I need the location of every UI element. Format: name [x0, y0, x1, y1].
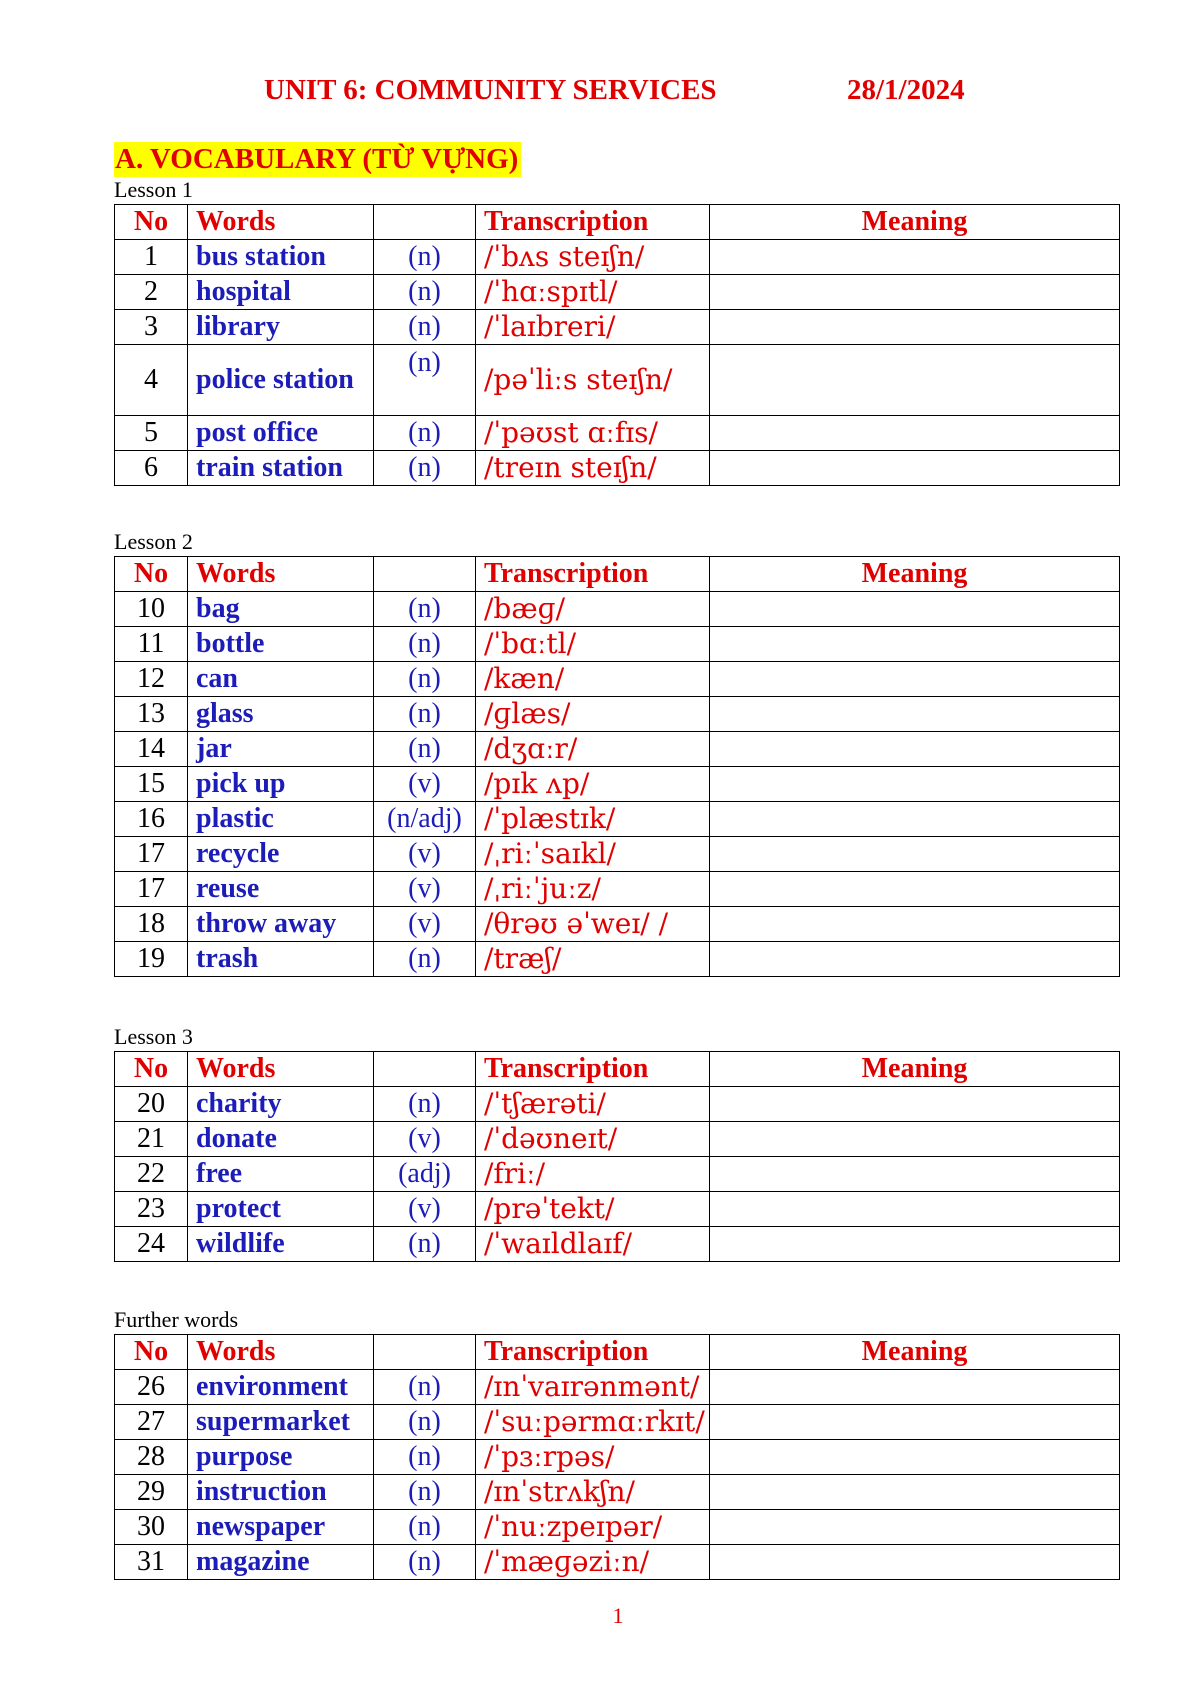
table-row — [115, 767, 1120, 802]
word-number: 15 — [115, 767, 188, 802]
word-number: 23 — [115, 1192, 188, 1227]
part-of-speech: (v) — [374, 1122, 476, 1157]
part-of-speech: (v) — [374, 767, 476, 802]
table-row — [115, 1440, 1120, 1475]
meaning-cell — [710, 345, 1120, 416]
vocab-word: can — [188, 662, 374, 697]
word-number: 4 — [115, 345, 188, 416]
vocab-word: environment — [188, 1370, 374, 1405]
phonetic-transcription: /treɪn steɪʃn/ — [476, 451, 710, 486]
phonetic-transcription: /ˈpəʊst ɑːfɪs/ — [476, 416, 710, 451]
phonetic-transcription: /ˈplæstɪk/ — [476, 802, 710, 837]
table-row — [115, 802, 1120, 837]
meaning-cell — [710, 907, 1120, 942]
table-header-row — [115, 1335, 1120, 1370]
part-of-speech: (adj) — [374, 1157, 476, 1192]
vocab-word: bus station — [188, 240, 374, 275]
word-number: 24 — [115, 1227, 188, 1262]
table-row — [115, 275, 1120, 310]
word-number: 21 — [115, 1122, 188, 1157]
part-of-speech: (n) — [374, 1405, 476, 1440]
part-of-speech: (n) — [374, 732, 476, 767]
meaning-cell — [710, 1510, 1120, 1545]
vocab-word: trash — [188, 942, 374, 977]
vocab-word: reuse — [188, 872, 374, 907]
table-row — [115, 1087, 1120, 1122]
table-row — [115, 416, 1120, 451]
part-of-speech: (n) — [374, 627, 476, 662]
table-row — [115, 592, 1120, 627]
table-row — [115, 451, 1120, 486]
meaning-cell — [710, 942, 1120, 977]
vocab-word: magazine — [188, 1545, 374, 1580]
column-header-pos — [374, 1052, 476, 1087]
vocab-word: bag — [188, 592, 374, 627]
part-of-speech: (n) — [374, 1545, 476, 1580]
vocab-table-lesson-1 — [114, 204, 1120, 486]
meaning-cell — [710, 1440, 1120, 1475]
word-number: 6 — [115, 451, 188, 486]
phonetic-transcription: /ˈdəʊneɪt/ — [476, 1122, 710, 1157]
phonetic-transcription: /ˈtʃærəti/ — [476, 1087, 710, 1122]
phonetic-transcription: /ˈbɑːtl/ — [476, 627, 710, 662]
word-number: 11 — [115, 627, 188, 662]
table-row — [115, 1405, 1120, 1440]
meaning-cell — [710, 1370, 1120, 1405]
column-header-no: No — [115, 1052, 188, 1087]
part-of-speech: (n) — [374, 592, 476, 627]
column-header-pos — [374, 1335, 476, 1370]
column-header-words: Words — [188, 1052, 374, 1087]
part-of-speech: (n) — [374, 942, 476, 977]
meaning-cell — [710, 802, 1120, 837]
table-header-row — [115, 1052, 1120, 1087]
vocab-word: bottle — [188, 627, 374, 662]
vocab-word: purpose — [188, 1440, 374, 1475]
phonetic-transcription: /ˈhɑːspɪtl/ — [476, 275, 710, 310]
word-number: 17 — [115, 872, 188, 907]
table-row — [115, 1475, 1120, 1510]
column-header-no: No — [115, 557, 188, 592]
part-of-speech: (v) — [374, 907, 476, 942]
vocab-word: glass — [188, 697, 374, 732]
table-row — [115, 907, 1120, 942]
table-row — [115, 1157, 1120, 1192]
column-header-words: Words — [188, 1335, 374, 1370]
meaning-cell — [710, 767, 1120, 802]
part-of-speech: (n) — [374, 416, 476, 451]
column-header-pos — [374, 205, 476, 240]
phonetic-transcription: /prəˈtekt/ — [476, 1192, 710, 1227]
column-header-no: No — [115, 1335, 188, 1370]
phonetic-transcription: /ɪnˈvaɪrənmənt/ — [476, 1370, 710, 1405]
word-number: 20 — [115, 1087, 188, 1122]
meaning-cell — [710, 1227, 1120, 1262]
word-number: 27 — [115, 1405, 188, 1440]
table-row — [115, 240, 1120, 275]
document-date: 28/1/2024 — [847, 74, 965, 106]
phonetic-transcription: /ˈlaɪbreri/ — [476, 310, 710, 345]
vocab-table-lesson-3 — [114, 1051, 1120, 1262]
vocab-word: protect — [188, 1192, 374, 1227]
column-header-transcription: Transcription — [476, 557, 710, 592]
meaning-cell — [710, 662, 1120, 697]
vocab-word: donate — [188, 1122, 374, 1157]
vocab-table-further-words — [114, 1334, 1120, 1580]
table-row — [115, 345, 1120, 416]
meaning-cell — [710, 697, 1120, 732]
meaning-cell — [710, 451, 1120, 486]
column-header-transcription: Transcription — [476, 205, 710, 240]
part-of-speech: (n) — [374, 451, 476, 486]
column-header-transcription: Transcription — [476, 1335, 710, 1370]
phonetic-transcription: /ɡlæs/ — [476, 697, 710, 732]
meaning-cell — [710, 872, 1120, 907]
word-number: 3 — [115, 310, 188, 345]
meaning-cell — [710, 1545, 1120, 1580]
vocab-word: wildlife — [188, 1227, 374, 1262]
vocab-word: police station — [188, 345, 374, 416]
part-of-speech: (n) — [374, 275, 476, 310]
phonetic-transcription: /θrəʊ əˈweɪ/ / — [476, 907, 710, 942]
phonetic-transcription: /pəˈliːs steɪʃn/ — [476, 345, 710, 416]
meaning-cell — [710, 592, 1120, 627]
table-header-row — [115, 205, 1120, 240]
vocab-word: pick up — [188, 767, 374, 802]
phonetic-transcription: /ˈpɜːrpəs/ — [476, 1440, 710, 1475]
word-number: 29 — [115, 1475, 188, 1510]
word-number: 2 — [115, 275, 188, 310]
part-of-speech: (n) — [374, 1370, 476, 1405]
phonetic-transcription: /ɪnˈstrʌkʃn/ — [476, 1475, 710, 1510]
phonetic-transcription: /kæn/ — [476, 662, 710, 697]
vocab-word: throw away — [188, 907, 374, 942]
part-of-speech: (n) — [374, 310, 476, 345]
word-number: 14 — [115, 732, 188, 767]
column-header-meaning: Meaning — [710, 205, 1120, 240]
word-number: 17 — [115, 837, 188, 872]
vocab-word: newspaper — [188, 1510, 374, 1545]
table-row — [115, 1370, 1120, 1405]
part-of-speech: (n) — [374, 1440, 476, 1475]
vocab-word: jar — [188, 732, 374, 767]
table-row — [115, 732, 1120, 767]
phonetic-transcription: /ˈwaɪldlaɪf/ — [476, 1227, 710, 1262]
meaning-cell — [710, 310, 1120, 345]
phonetic-transcription: /ˈnuːzpeɪpər/ — [476, 1510, 710, 1545]
column-header-meaning: Meaning — [710, 557, 1120, 592]
column-header-meaning: Meaning — [710, 1052, 1120, 1087]
vocab-word: supermarket — [188, 1405, 374, 1440]
table-row — [115, 872, 1120, 907]
word-number: 5 — [115, 416, 188, 451]
table-row — [115, 1192, 1120, 1227]
lesson-label: Lesson 1 — [114, 177, 193, 202]
part-of-speech: (v) — [374, 1192, 476, 1227]
vocab-word: post office — [188, 416, 374, 451]
vocab-word: free — [188, 1157, 374, 1192]
part-of-speech: (n) — [374, 1227, 476, 1262]
lesson-label: Further words — [114, 1307, 239, 1332]
phonetic-transcription: /friː/ — [476, 1157, 710, 1192]
table-header-row — [115, 557, 1120, 592]
word-number: 26 — [115, 1370, 188, 1405]
vocab-word: plastic — [188, 802, 374, 837]
meaning-cell — [710, 275, 1120, 310]
vocab-word: recycle — [188, 837, 374, 872]
phonetic-transcription: /ˌriːˈjuːz/ — [476, 872, 710, 907]
part-of-speech: (n) — [374, 697, 476, 732]
vocab-word: instruction — [188, 1475, 374, 1510]
part-of-speech: (n) — [374, 1087, 476, 1122]
page-number: 1 — [612, 1603, 624, 1628]
phonetic-transcription: /ˈmæɡəziːn/ — [476, 1545, 710, 1580]
table-row — [115, 1122, 1120, 1157]
column-header-words: Words — [188, 557, 374, 592]
word-number: 19 — [115, 942, 188, 977]
table-row — [115, 1510, 1120, 1545]
word-number: 16 — [115, 802, 188, 837]
meaning-cell — [710, 732, 1120, 767]
table-row — [115, 1227, 1120, 1262]
meaning-cell — [710, 1405, 1120, 1440]
part-of-speech: (n) — [374, 1510, 476, 1545]
vocabulary-section-heading: A. VOCABULARY (TỪ VỰNG) — [114, 142, 521, 177]
lesson-label: Lesson 2 — [114, 529, 193, 554]
phonetic-transcription: /ˈsuːpərmɑːrkɪt/ — [476, 1405, 710, 1440]
word-number: 10 — [115, 592, 188, 627]
vocab-word: hospital — [188, 275, 374, 310]
phonetic-transcription: /dʒɑːr/ — [476, 732, 710, 767]
table-row — [115, 697, 1120, 732]
lesson-label: Lesson 3 — [114, 1024, 193, 1049]
table-row — [115, 662, 1120, 697]
phonetic-transcription: /bæɡ/ — [476, 592, 710, 627]
part-of-speech: (n/adj) — [374, 802, 476, 837]
table-row — [115, 310, 1120, 345]
vocab-word: library — [188, 310, 374, 345]
part-of-speech: (n) — [374, 345, 476, 416]
column-header-no: No — [115, 205, 188, 240]
word-number: 28 — [115, 1440, 188, 1475]
column-header-transcription: Transcription — [476, 1052, 710, 1087]
word-number: 18 — [115, 907, 188, 942]
word-number: 22 — [115, 1157, 188, 1192]
part-of-speech: (n) — [374, 1475, 476, 1510]
meaning-cell — [710, 1192, 1120, 1227]
column-header-meaning: Meaning — [710, 1335, 1120, 1370]
part-of-speech: (v) — [374, 872, 476, 907]
meaning-cell — [710, 1087, 1120, 1122]
table-row — [115, 1545, 1120, 1580]
part-of-speech: (v) — [374, 837, 476, 872]
phonetic-transcription: /ˌriːˈsaɪkl/ — [476, 837, 710, 872]
column-header-words: Words — [188, 205, 374, 240]
meaning-cell — [710, 416, 1120, 451]
part-of-speech: (n) — [374, 240, 476, 275]
column-header-pos — [374, 557, 476, 592]
word-number: 1 — [115, 240, 188, 275]
meaning-cell — [710, 837, 1120, 872]
table-row — [115, 942, 1120, 977]
phonetic-transcription: /pɪk ʌp/ — [476, 767, 710, 802]
part-of-speech: (n) — [374, 662, 476, 697]
meaning-cell — [710, 1475, 1120, 1510]
document-title — [264, 70, 984, 110]
vocab-word: charity — [188, 1087, 374, 1122]
meaning-cell — [710, 1157, 1120, 1192]
word-number: 13 — [115, 697, 188, 732]
vocab-table-lesson-2 — [114, 556, 1120, 977]
table-row — [115, 627, 1120, 662]
unit-title: UNIT 6: COMMUNITY SERVICES — [264, 73, 717, 106]
meaning-cell — [710, 1122, 1120, 1157]
phonetic-transcription: /træʃ/ — [476, 942, 710, 977]
phonetic-transcription: /ˈbʌs steɪʃn/ — [476, 240, 710, 275]
meaning-cell — [710, 240, 1120, 275]
table-row — [115, 837, 1120, 872]
meaning-cell — [710, 627, 1120, 662]
vocab-word: train station — [188, 451, 374, 486]
word-number: 12 — [115, 662, 188, 697]
word-number: 30 — [115, 1510, 188, 1545]
word-number: 31 — [115, 1545, 188, 1580]
